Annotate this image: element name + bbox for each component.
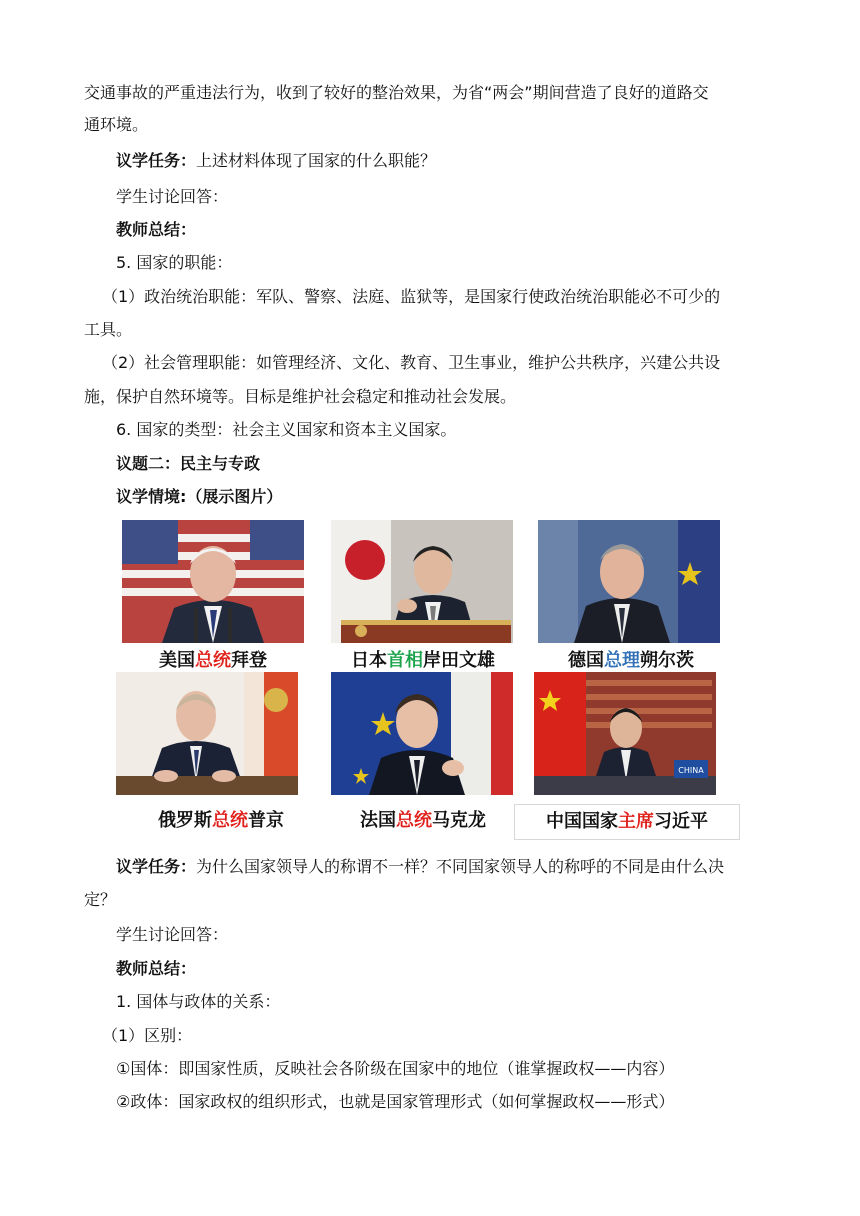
task-label: 议学任务： <box>116 857 197 876</box>
photo-usa-illustration <box>122 520 304 643</box>
caption-germany <box>536 648 726 674</box>
caption-japan <box>323 648 523 674</box>
caption-russia <box>126 808 316 834</box>
caption-france <box>323 808 523 834</box>
caption-country: 中国国家 <box>546 811 618 832</box>
scenario-heading: 议学情境:（展示图片） <box>116 487 283 506</box>
topic-heading: 议题二：民主与专政 <box>116 454 261 473</box>
paragraph-line: 定？ <box>84 890 117 909</box>
photo-china-illustration <box>534 672 716 795</box>
paragraph-line: 施，保护自然环境等。目标是维护社会稳定和推动社会发展。 <box>84 387 517 406</box>
task-text: 为什么国家领导人的称谓不一样？不同国家领导人的称呼的不同是由什么决 <box>196 857 725 876</box>
caption-country: 俄罗斯 <box>158 810 212 831</box>
photo-germany-leader <box>538 520 720 643</box>
caption-name: 习近平 <box>654 811 708 832</box>
paragraph-line: （1）区别： <box>102 1026 193 1045</box>
caption-usa <box>120 648 306 674</box>
caption-name: 朔尔茨 <box>640 650 694 671</box>
photo-france-leader <box>331 672 513 795</box>
paragraph-line: ②政体：国家政权的组织形式，也就是国家管理形式（如何掌握政权——形式） <box>116 1092 675 1111</box>
caption-title: 总统 <box>195 650 231 671</box>
photo-russia-illustration <box>116 672 298 795</box>
leaders-photo-gallery <box>112 518 742 840</box>
photo-germany-illustration <box>538 520 720 643</box>
section-heading: 5. 国家的职能： <box>116 253 233 272</box>
task-line <box>116 856 724 878</box>
paragraph-line: （1）政治统治职能：军队、警察、法庭、监狱等，是国家行使政治统治职能必不可少的 <box>102 287 721 306</box>
caption-china <box>514 804 740 840</box>
caption-country: 日本 <box>351 650 387 671</box>
photo-japan-illustration <box>331 520 513 643</box>
summary-heading: 教师总结： <box>116 959 197 978</box>
photo-japan-leader <box>331 520 513 643</box>
caption-name: 马克龙 <box>432 810 486 831</box>
discussion-line: 学生讨论回答： <box>116 925 229 944</box>
caption-title: 总统 <box>212 810 248 831</box>
caption-country: 美国 <box>159 650 195 671</box>
photo-china-leader <box>534 672 716 795</box>
paragraph-line: 通环境。 <box>84 115 149 134</box>
task-label: 议学任务： <box>116 151 197 170</box>
paragraph-line: 交通事故的严重违法行为，收到了较好的整治效果，为省“两会”期间营造了良好的道路交 <box>84 83 709 102</box>
caption-title: 总统 <box>396 810 432 831</box>
caption-title: 主席 <box>618 811 654 832</box>
caption-name: 岸田文雄 <box>423 650 495 671</box>
caption-title: 首相 <box>387 650 423 671</box>
caption-country: 法国 <box>360 810 396 831</box>
discussion-line: 学生讨论回答： <box>116 187 229 206</box>
caption-name: 拜登 <box>231 650 267 671</box>
caption-name: 普京 <box>248 810 284 831</box>
paragraph-line: ①国体：即国家性质，反映社会各阶级在国家中的地位（谁掌握政权——内容） <box>116 1059 675 1078</box>
paragraph-line: 工具。 <box>84 320 133 339</box>
photo-russia-leader <box>116 672 298 795</box>
paragraph-line: （2）社会管理职能：如管理经济、文化、教育、卫生事业，维护公共秩序，兴建公共设 <box>102 353 721 372</box>
caption-country: 德国 <box>568 650 604 671</box>
summary-heading: 教师总结： <box>116 220 197 239</box>
china-nameplate-text: CHINA <box>678 766 704 775</box>
task-line <box>116 150 436 172</box>
photo-usa-leader <box>122 520 304 643</box>
caption-title: 总理 <box>604 650 640 671</box>
section-heading: 1. 国体与政体的关系： <box>116 992 281 1011</box>
paragraph-line: 6. 国家的类型：社会主义国家和资本主义国家。 <box>116 420 457 439</box>
photo-france-illustration <box>331 672 513 795</box>
task-text: 上述材料体现了国家的什么职能？ <box>196 151 437 170</box>
